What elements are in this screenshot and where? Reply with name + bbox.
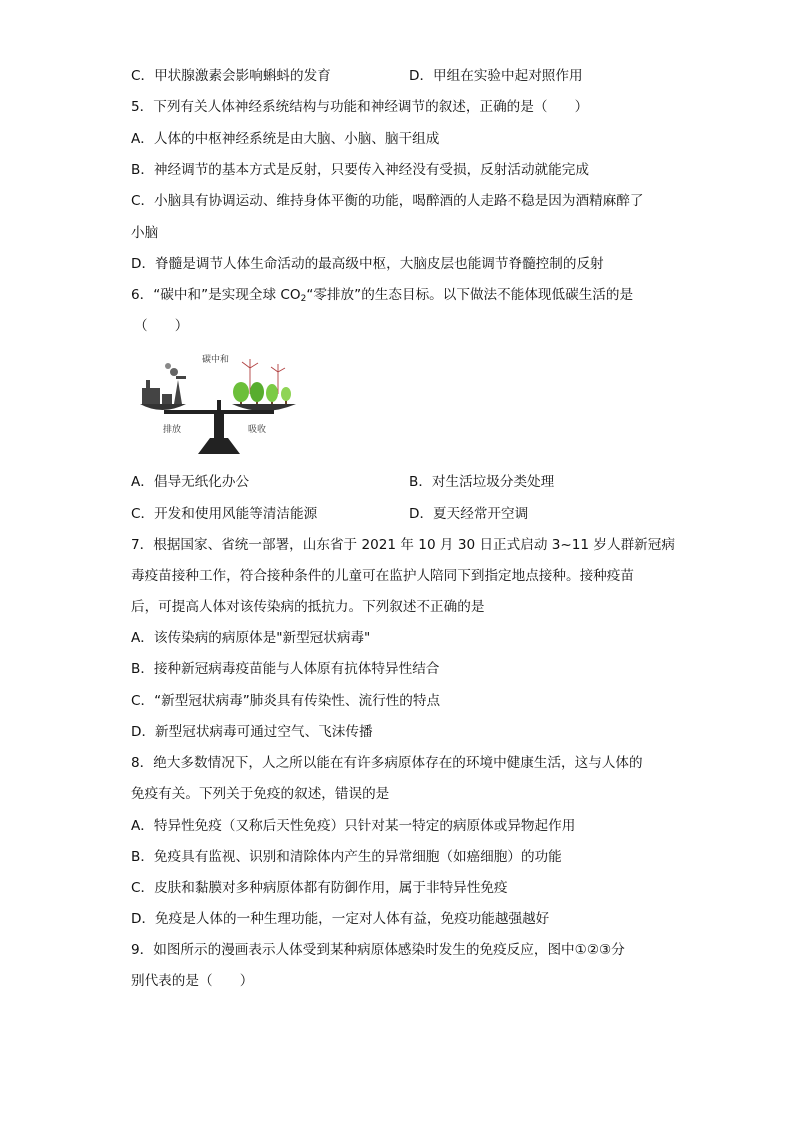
left-pan [140,404,186,410]
q6-option-d: D．夏天经常开空调 [409,506,529,522]
q6-option-b: B．对生活垃圾分类处理 [409,474,555,490]
q8-option-b: B．免疫具有监视、识别和清除体内产生的异常细胞（如癌细胞）的功能 [131,849,562,865]
q4-option-d: D．甲组在实验中起对照作用 [409,68,583,84]
q6-stem-post: “零排放”的生态目标。以下做法不能体现低碳生活的是 [306,287,634,303]
q6-option-a: A．倡导无纸化办公 [131,474,250,490]
q5-stem: 5．下列有关人体神经系统结构与功能和神经调节的叙述，正确的是（ ） [131,99,589,115]
q5-option-b: B．神经调节的基本方式是反射，只要传入神经没有受损，反射活动就能完成 [131,162,589,178]
q6-stem-sub: 2 [300,294,307,304]
q4-option-c: C．甲状腺激素会影响蝌蚪的发育 [131,68,331,84]
q7-option-c: C．“新型冠状病毒”肺炎具有传染性、流行性的特点 [131,693,441,709]
q7-option-a: A．该传染病的病原体是"新型冠状病毒" [131,630,371,646]
q8-option-c: C．皮肤和黏膜对多种病原体都有防御作用，属于非特异性免疫 [131,880,508,896]
q9-stem-line1: 9．如图所示的漫画表示人体受到某种病原体感染时发生的免疫反应，图中①②③分 [131,942,625,958]
balance-illustration [138,350,300,458]
q7-option-d: D．新型冠状病毒可通过空气、飞沫传播 [131,724,373,740]
q8-stem-line1: 8．绝大多数情况下，人之所以能在有许多病原体存在的环境中健康生活，这与人体的 [131,755,643,771]
q6-stem-pre: 6．“碳中和”是实现全球 CO [131,287,301,303]
q7-stem-line2: 毒疫苗接种工作，符合接种条件的儿童可在监护人陪同下到指定地点接种。接种疫苗 [131,568,634,584]
q5-option-a: A．人体的中枢神经系统是由大脑、小脑、脑干组成 [131,131,440,147]
q8-option-d: D．免疫是人体的一种生理功能，一定对人体有益，免疫功能越强越好 [131,911,550,927]
q7-option-b: B．接种新冠病毒疫苗能与人体原有抗体特异性结合 [131,661,440,677]
q7-stem-line3: 后，可提高人体对该传染病的抵抗力。下列叙述不正确的是 [131,599,485,615]
right-pan [232,404,296,411]
q5-option-d: D．脊髓是调节人体生命活动的最高级中枢，大脑皮层也能调节脊髓控制的反射 [131,256,604,272]
absorption-label: 吸收 [248,425,267,435]
carbon-neutral-balance-figure [138,350,300,458]
q6-option-c: C．开发和使用风能等清洁能源 [131,506,318,522]
figure-title: 碳中和 [202,355,230,365]
q5-option-c-line1: C．小脑具有协调运动、维持身体平衡的功能，喝醉酒的人走路不稳是因为酒精麻醉了 [131,193,644,209]
emission-label: 排放 [163,425,182,435]
factory-icon [142,363,186,404]
q5-option-c-line2: 小脑 [131,225,159,241]
q8-option-a: A．特异性免疫（又称后天性免疫）只针对某一特定的病原体或异物起作用 [131,818,576,834]
q6-stem-bracket: （ ） [134,318,189,334]
trees-icon [233,382,291,404]
q8-stem-line2: 免疫有关。下列关于免疫的叙述，错误的是 [131,786,390,802]
q6-stem [131,286,633,308]
q9-stem-line2: 别代表的是（ ） [131,973,254,989]
q7-stem-line1: 7．根据国家、省统一部署，山东省于 2021 年 10 月 30 日正式启动 3~11 岁人群新冠病 [131,537,675,553]
